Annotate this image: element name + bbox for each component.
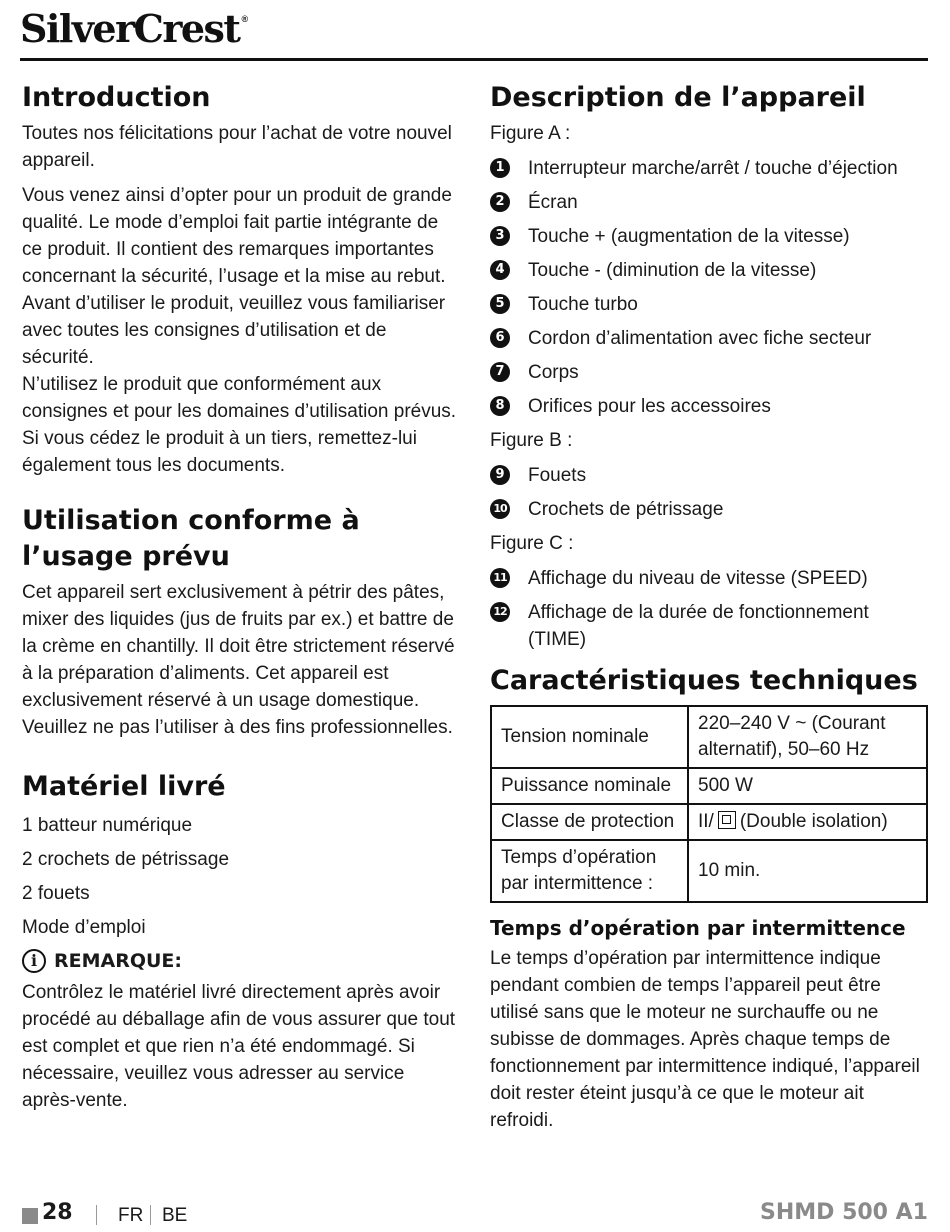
usage-paragraph: Cet appareil sert exclusivement à pétrir des pâtes, mixer des liquides (jus de fruits par ex.) et battre de la crème en chantilly. Il doit être strictement réservé à la préparation d’aliments. Cet appareil est exclusivement réservé à un usage domestique. Veuillez ne pas l’utiliser à des fins professionnelles.: [22, 582, 455, 738]
note-label: REMARQUE:: [54, 950, 183, 972]
part-item: 1 Interrupteur marche/arrêt / touche d’éjection: [490, 155, 928, 182]
part-item: 12 Affichage de la durée de fonctionnement (TIME): [490, 599, 928, 653]
number-badge-icon: 1: [490, 158, 510, 178]
number-badge-icon: 11: [490, 568, 510, 588]
intro-paragraph-3: N’utilisez le produit que conformément aux consignes et pour les domaines d’utilisation prévus.: [22, 374, 457, 422]
country-code: BE: [162, 1205, 188, 1226]
model-number: SHMD 500 A1: [760, 1200, 928, 1225]
spec-value: II/ (Double isolation): [688, 804, 927, 840]
spec-key: Puissance nominale: [491, 768, 688, 804]
specs-table: [490, 705, 928, 903]
part-item: 8 Orifices pour les accessoires: [490, 393, 928, 420]
intermittent-heading: Temps d’opération par intermittence: [490, 916, 906, 940]
delivery-item: Mode d’emploi: [22, 917, 146, 938]
part-item: 9 Fouets: [490, 462, 928, 489]
part-item: 5 Touche turbo: [490, 291, 928, 318]
spec-value: 500 W: [688, 768, 927, 804]
number-badge-icon: 2: [490, 192, 510, 212]
number-badge-icon: 5: [490, 294, 510, 314]
footer-divider: [96, 1205, 97, 1225]
figure-b-label: Figure B :: [490, 430, 573, 451]
part-item: 6 Cordon d’alimentation avec fiche secteur: [490, 325, 928, 352]
specs-heading: Caractéristiques techniques: [490, 665, 918, 696]
delivery-item: 1 batteur numérique: [22, 815, 193, 836]
footer-square-icon: [22, 1208, 38, 1224]
table-row: [491, 706, 927, 768]
info-icon: i: [22, 949, 46, 973]
page-footer: [22, 1200, 928, 1232]
intro-heading: Introduction: [22, 82, 211, 113]
table-row: [491, 840, 927, 902]
note-header: [22, 949, 458, 973]
intro-paragraph-1: Toutes nos félicitations pour l’achat de votre nouvel appareil.: [22, 123, 452, 171]
intro-paragraph-2: Vous venez ainsi d’opter pour un produit de grande qualité. Le mode d’emploi fait partie intégrante de ce produit. Il contient des remarques importantes concernant la sécurité, l’usage et la mise au rebut. Avant d’utiliser le produit, veuillez vous familiariser avec toutes les consignes d’utilisation et de sécurité.: [22, 185, 452, 368]
spec-key: Temps d’opération par intermittence :: [491, 840, 688, 902]
description-heading: Description de l’appareil: [490, 82, 866, 113]
spec-value: 10 min.: [688, 840, 927, 902]
number-badge-icon: 12: [490, 602, 510, 622]
table-row: [491, 768, 927, 804]
footer-divider: [150, 1205, 151, 1225]
brand-logo: SilverCrest ®: [20, 6, 249, 51]
number-badge-icon: 10: [490, 499, 510, 519]
number-badge-icon: 4: [490, 260, 510, 280]
right-column: [490, 80, 928, 1134]
spec-value: 220–240 V ~ (Courant alternatif), 50–60 Hz: [688, 706, 927, 768]
part-item: 3 Touche + (augmentation de la vitesse): [490, 223, 928, 250]
delivery-heading: Matériel livré: [22, 771, 226, 802]
number-badge-icon: 8: [490, 396, 510, 416]
part-item: 10 Crochets de pétrissage: [490, 496, 928, 523]
delivery-item: 2 crochets de pétrissage: [22, 849, 230, 870]
figure-c-list: [490, 565, 928, 653]
part-item: 4 Touche - (diminution de la vitesse): [490, 257, 928, 284]
part-item: 2 Écran: [490, 189, 928, 216]
spec-key: Classe de protection: [491, 804, 688, 840]
table-row: [491, 804, 927, 840]
figure-a-label: Figure A :: [490, 123, 571, 144]
figure-c-label: Figure C :: [490, 533, 574, 554]
part-item: 7 Corps: [490, 359, 928, 386]
header-rule: [20, 58, 928, 61]
spec-key: Tension nominale: [491, 706, 688, 768]
note-text: Contrôlez le matériel livré directement après avoir procédé au déballage afin de vous assurer que tout est complet et que rien n’a été endommagé. Si nécessaire, veuillez vous adresser au service après-vente.: [22, 982, 456, 1111]
left-column: [22, 80, 458, 1114]
delivery-item: 2 fouets: [22, 883, 90, 904]
number-badge-icon: 7: [490, 362, 510, 382]
intro-paragraph-4: Si vous cédez le produit à un tiers, remettez-lui également tous les documents.: [22, 428, 417, 476]
part-item: 11 Affichage du niveau de vitesse (SPEED): [490, 565, 928, 592]
number-badge-icon: 6: [490, 328, 510, 348]
page-number: 28: [42, 1200, 73, 1225]
intermittent-text: Le temps d’opération par intermittence indique pendant combien de temps l’appareil peut être utilisé sans que le moteur ne surchauffe ou ne subisse de dommages. Après chaque temps de fonctionnement par intermittence indiqué, l’appareil doit rester éteint jusqu’à ce que le moteur ait refroidi.: [490, 948, 920, 1131]
usage-heading: Utilisation conforme à l’usage prévu: [22, 505, 360, 572]
figure-a-list: [490, 155, 928, 420]
language-code: FR: [118, 1205, 144, 1226]
number-badge-icon: 3: [490, 226, 510, 246]
figure-b-list: [490, 462, 928, 523]
double-insulation-icon: [718, 811, 736, 829]
number-badge-icon: 9: [490, 465, 510, 485]
